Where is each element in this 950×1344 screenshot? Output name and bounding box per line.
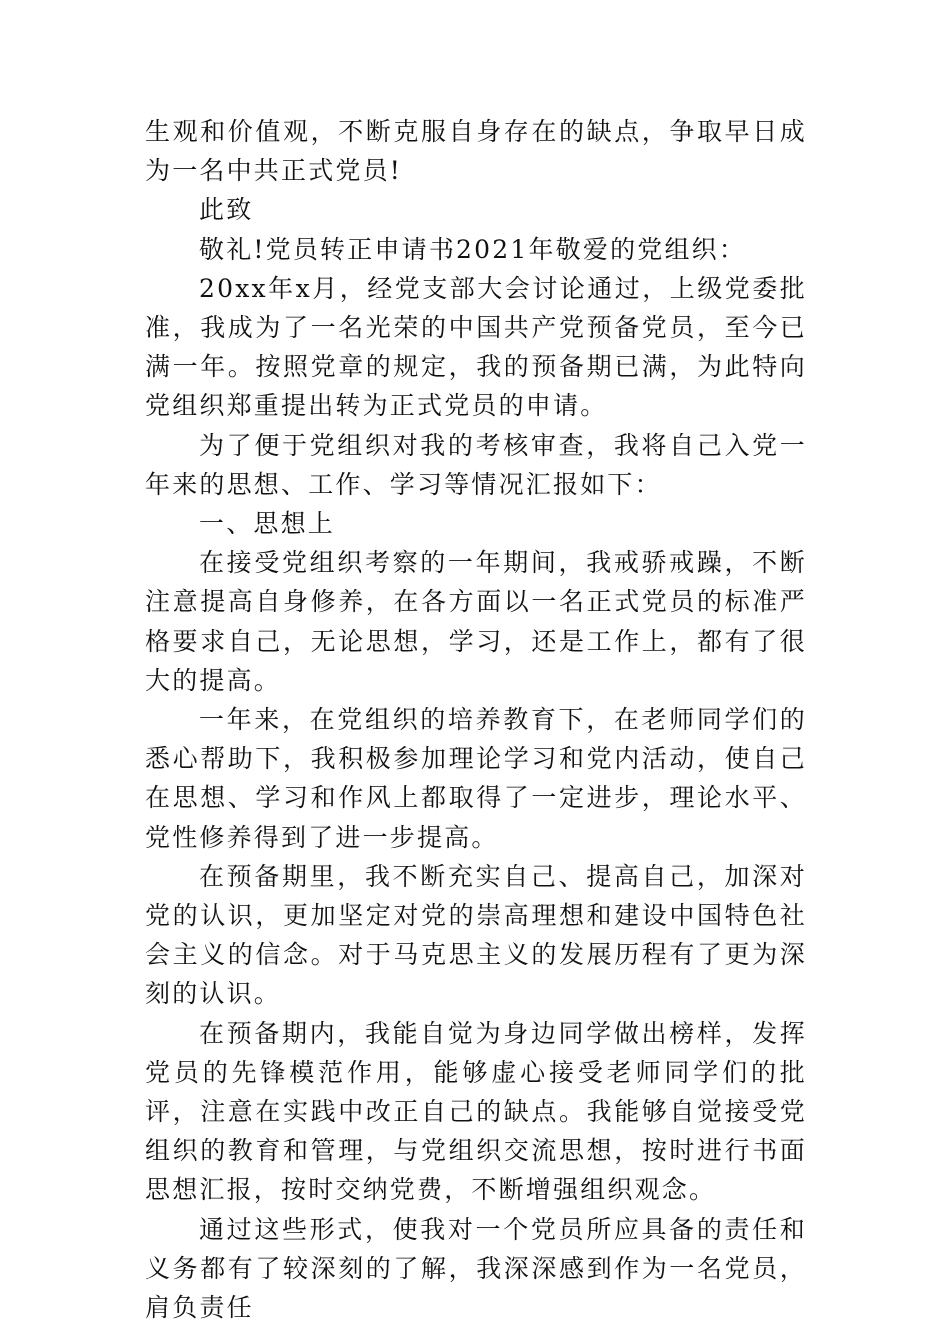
paragraph-8: 一年来，在党组织的培养教育下，在老师同学们的悉心帮助下，我积极参加理论学习和党内活动，使自己在思想、学习和作风上都取得了一定进步，理论水平、党性修养得到了进一步提高。 xyxy=(145,705,807,852)
paragraph-4: 20xx年x月，经党支部大会讨论通过，上级党委批准，我成为了一名光荣的中国共产党预备党员，至今已满一年。按照党章的规定，我的预备期已满，为此特向党组织郑重提出转为正式党员的申请。 xyxy=(145,273,807,421)
paragraph-2: 此致 xyxy=(199,195,254,225)
paragraph-3: 敬礼!党员转正申请书2021年敬爱的党组织： xyxy=(199,234,747,264)
document-body xyxy=(145,112,807,1327)
paragraph-5: 为了便于党组织对我的考核审查，我将自己入党一年来的思想、工作、学习等情况汇报如下： xyxy=(145,430,807,499)
paragraph-6: 一、思想上 xyxy=(199,509,336,539)
paragraph-7: 在接受党组织考察的一年期间，我戒骄戒躁，不断注意提高自身修养，在各方面以一名正式党员的标准严格要求自己，无论思想，学习，还是工作上，都有了很大的提高。 xyxy=(145,548,807,695)
paragraph-9: 在预备期里，我不断充实自己、提高自己，加深对党的认识，更加坚定对党的崇高理想和建设中国特色社会主义的信念。对于马克思主义的发展历程有了更为深刻的认识。 xyxy=(145,861,807,1009)
paragraph-11: 通过这些形式，使我对一个党员所应具备的责任和义务都有了较深刻的了解，我深深感到作为一名党员，肩负责任 xyxy=(145,1214,807,1323)
paragraph-1: 生观和价值观，不断克服自身存在的缺点，争取早日成为一名中共正式党员! xyxy=(145,117,807,186)
paragraph-10: 在预备期内，我能自觉为身边同学做出榜样，发挥党员的先锋模范作用，能够虚心接受老师同学们的批评，注意在实践中改正自己的缺点。我能够自觉接受党组织的教育和管理，与党组织交流思想，按时进行书面思想汇报，按时交纳党费，不断增强组织观念。 xyxy=(145,1018,807,1205)
